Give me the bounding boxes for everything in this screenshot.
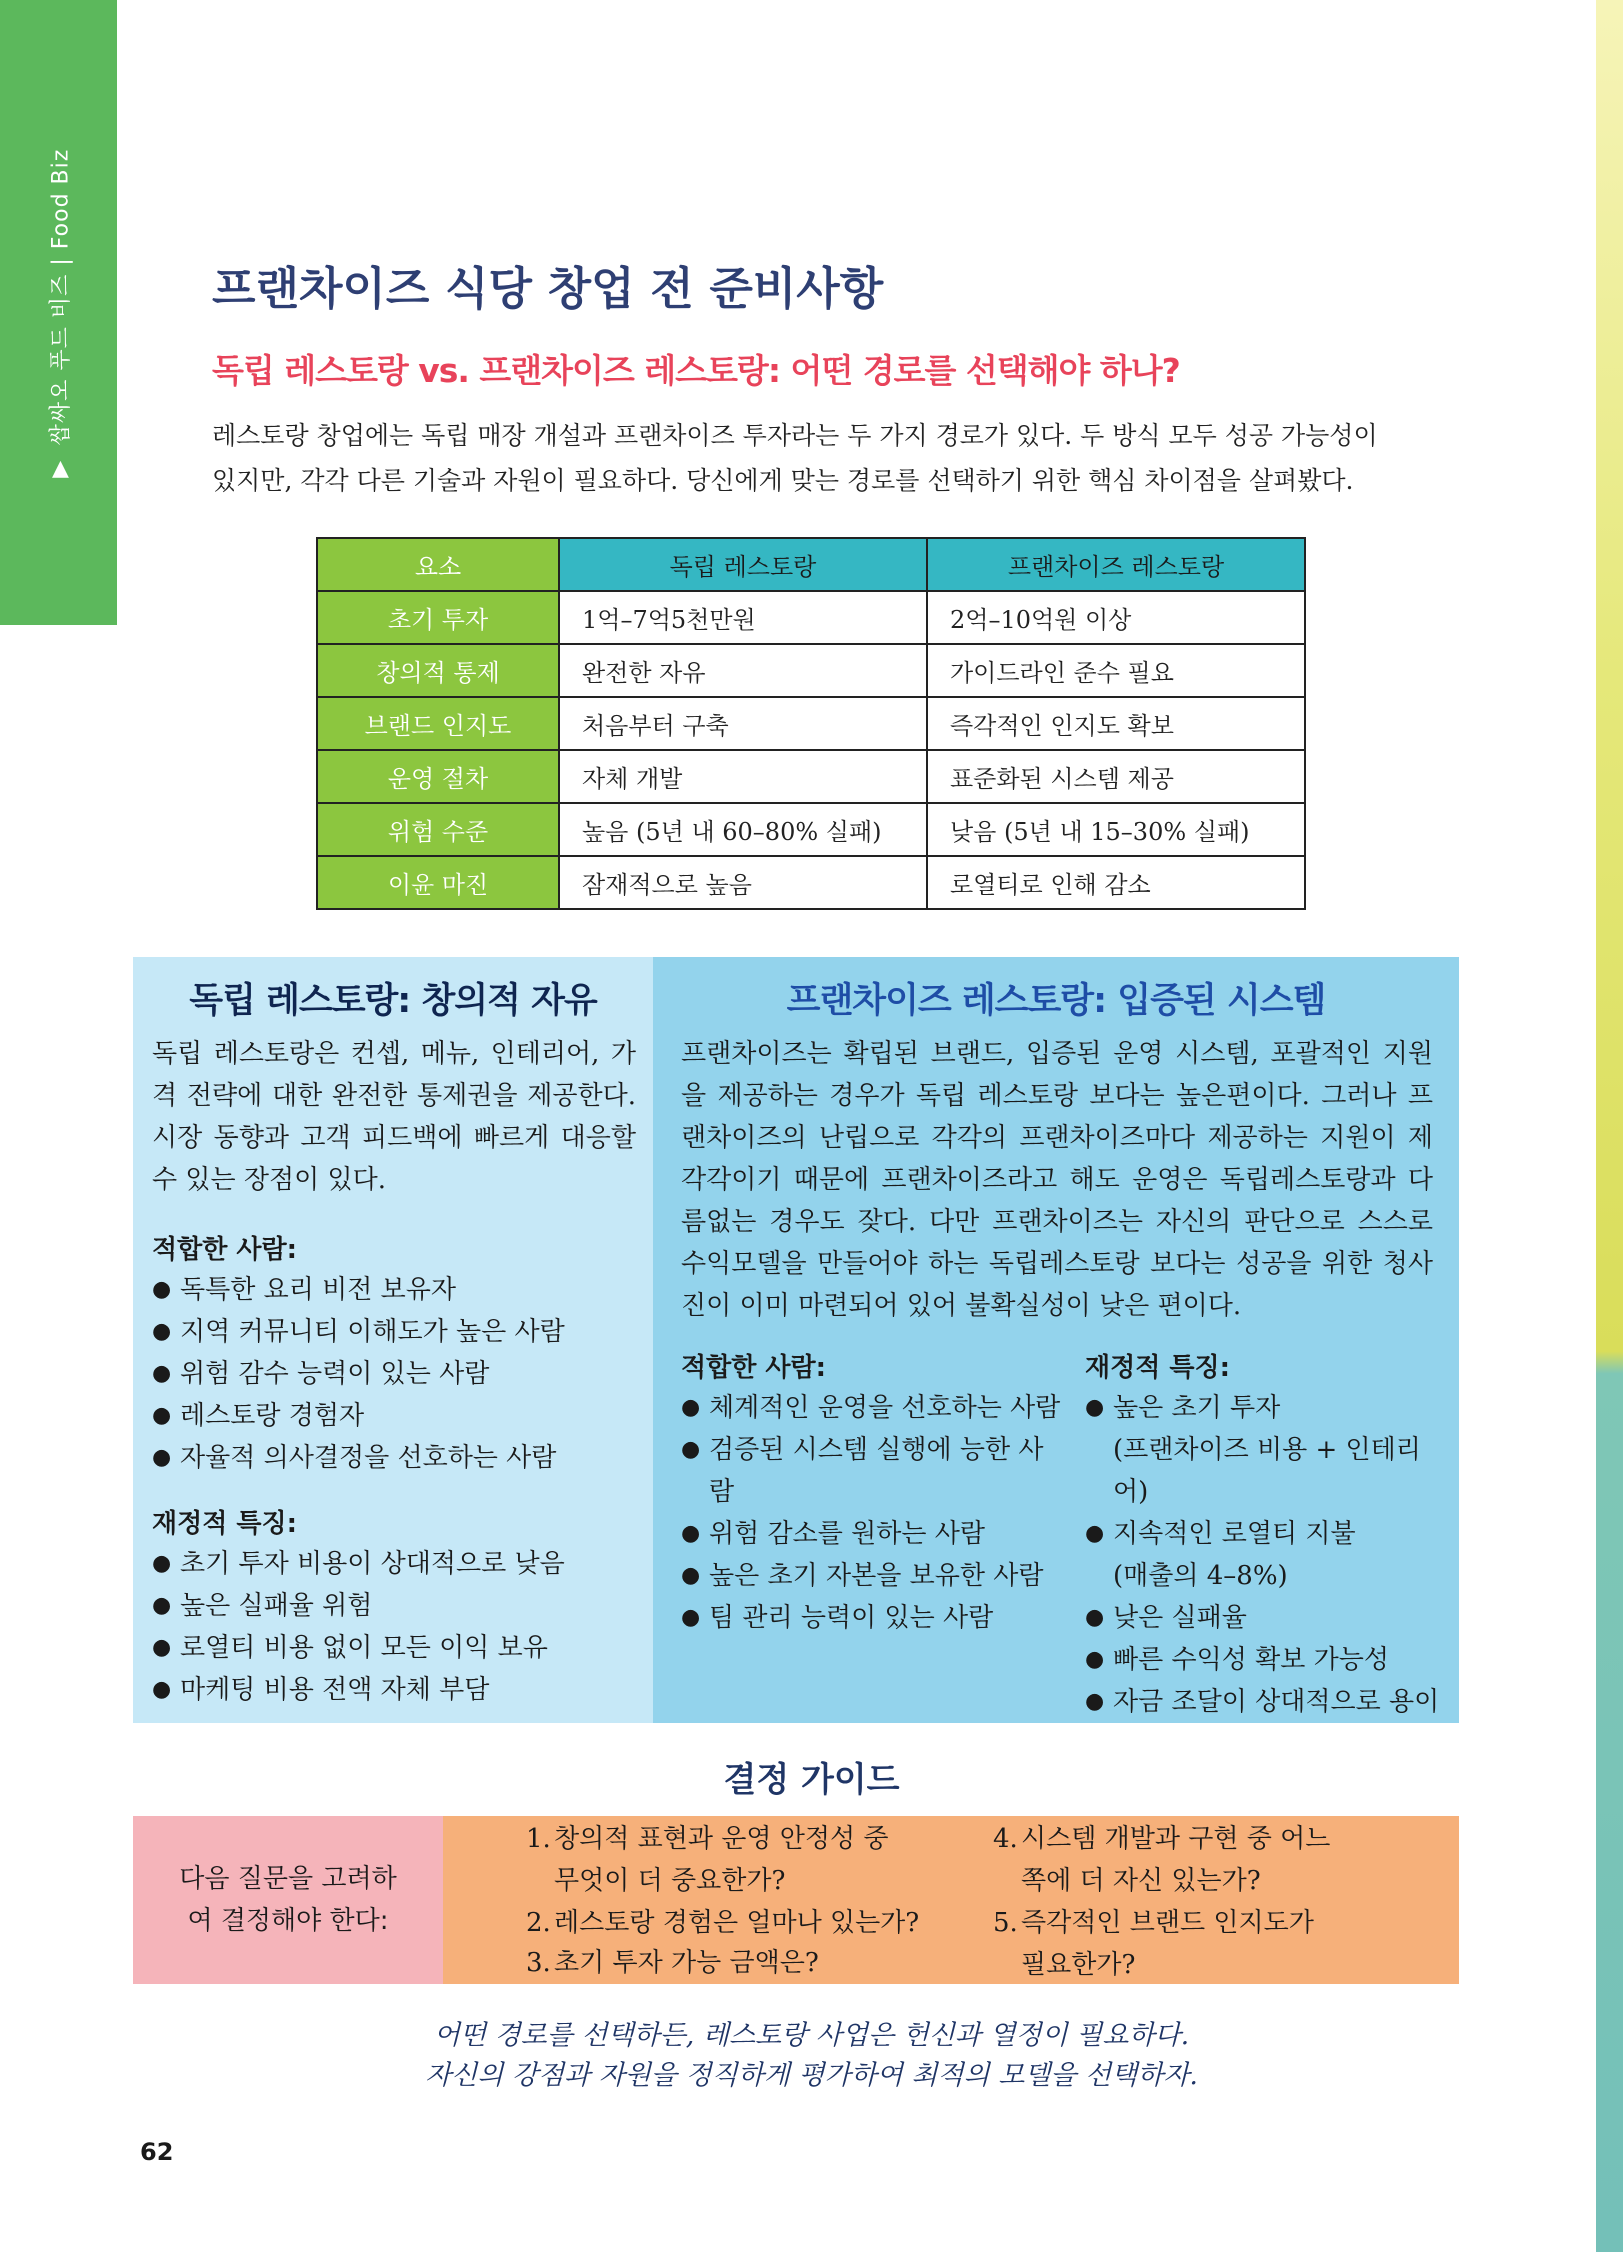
independent-financial-heading: 재정적 특징:: [152, 1509, 298, 1539]
list-item: ● 자금 조달이 상대적으로 용이: [1085, 1681, 1445, 1723]
list-item: ● 초기 투자 비용이 상대적으로 낮음: [152, 1543, 642, 1585]
question-number: 5.: [993, 1908, 1018, 1938]
list-item: ● 낮은 실패율: [1085, 1597, 1445, 1639]
item-sub: (프랜차이즈 비용 + 인테리어): [1113, 1435, 1421, 1507]
decision-guide-label: [133, 1816, 443, 1984]
franchise-panel: [653, 957, 1459, 1723]
list-item: ● 검증된 시스템 실행에 능한 사람: [681, 1429, 1061, 1513]
row-label: 초기 투자: [317, 591, 559, 644]
decision-guide-label-text: 다음 질문을 고려하여 결정해야 한다:: [179, 1864, 397, 1936]
table-row: [317, 697, 1305, 750]
list-item: ● 레스토랑 경험자: [152, 1395, 642, 1437]
cell-franchise: 가이드라인 준수 필요: [927, 644, 1305, 697]
list-item: ● 높은 초기 자본을 보유한 사람: [681, 1555, 1061, 1597]
franchise-financial-heading: 재정적 특징:: [1085, 1353, 1231, 1383]
list-item: ● 자율적 의사결정을 선호하는 사람: [152, 1437, 642, 1479]
sidebar-label-text: 쌉싸오 푸드 비즈 | Food Biz: [48, 148, 74, 446]
header-factor: 요소: [317, 538, 559, 591]
guide-question: [526, 1902, 919, 1944]
independent-suitable-heading: 적합한 사람:: [152, 1235, 298, 1265]
closing-line: 자신의 강점과 자원을 정직하게 평가하여 최적의 모델을 선택하자.: [425, 2060, 1198, 2091]
question-number: 4.: [993, 1824, 1018, 1854]
independent-panel-title: 독립 레스토랑: 창의적 자유: [189, 981, 597, 1021]
question-text-cont: 무엇이 더 중요한가?: [554, 1866, 786, 1896]
cell-franchise: 로열티로 인해 감소: [927, 856, 1305, 909]
intro-line: 있지만, 각각 다른 기술과 자원이 필요하다. 당신에게 맞는 경로를 선택하기 위한 핵심 차이점을 살펴봤다.: [212, 466, 1354, 495]
list-item: ● 팀 관리 능력이 있는 사람: [681, 1597, 1061, 1639]
cell-franchise: 2억–10억원 이상: [927, 591, 1305, 644]
decision-guide-box: [133, 1816, 1459, 1984]
row-label: 위험 수준: [317, 803, 559, 856]
page-edge-strip: [1596, 0, 1623, 2252]
mountain-icon: ▲: [52, 455, 70, 481]
list-item: ● 높은 실패율 위험: [152, 1585, 642, 1627]
table-row: [317, 856, 1305, 909]
table-row: [317, 591, 1305, 644]
cell-independent: 1억–7억5천만원: [559, 591, 927, 644]
independent-panel: [133, 957, 653, 1723]
table-row: [317, 644, 1305, 697]
header-independent: 독립 레스토랑: [559, 538, 927, 591]
question-number: 3.: [526, 1948, 551, 1978]
guide-question: [526, 1818, 888, 1902]
franchise-suitable-list: [681, 1387, 1061, 1639]
cell-franchise: 즉각적인 인지도 확보: [927, 697, 1305, 750]
row-label: 이윤 마진: [317, 856, 559, 909]
closing-note: [0, 2016, 1623, 2096]
list-item: ● 지역 커뮤니티 이해도가 높은 사람: [152, 1311, 642, 1353]
header-franchise: 프랜차이즈 레스토랑: [927, 538, 1305, 591]
item-main: 높은 초기 투자: [1113, 1393, 1281, 1423]
list-item: [1085, 1513, 1445, 1597]
franchise-panel-title: 프랜차이즈 레스토랑: 입증된 시스템: [786, 981, 1326, 1021]
franchise-suitable-heading: 적합한 사람:: [681, 1353, 827, 1383]
list-item: ● 위험 감수 능력이 있는 사람: [152, 1353, 642, 1395]
guide-question: [993, 1818, 1330, 1902]
page-subtitle: 독립 레스토랑 vs. 프랜차이즈 레스토랑: 어떤 경로를 선택해야 하나?: [212, 351, 1180, 390]
question-text-cont: 필요한가?: [1021, 1950, 1136, 1980]
decision-guide-title: 결정 가이드: [723, 1760, 900, 1800]
intro-paragraph: [212, 413, 1392, 503]
franchise-body: 프랜차이즈는 확립된 브랜드, 입증된 운영 시스템, 포괄적인 지원을 제공하는 경우가 독립 레스토랑 보다는 높은편이다. 그러나 프랜차이즈의 난립으로 각각의 프랜차이즈마다 제공하는 지원이 제각각이기 때문에 프랜차이즈라고 해도 운영은 독립레스토랑과 다름없는 경우도 잦다. 다만 프랜차이즈는 자신의 판단으로 스스로 수익모델을 만들어야 하는 독립레스토랑 보다는 성공을 위한 청사진이 이미 마련되어 있어 불확실성이 낮은 편이다.: [681, 1039, 1433, 1321]
row-label: 운영 절차: [317, 750, 559, 803]
list-item: ● 빠른 수익성 확보 가능성: [1085, 1639, 1445, 1681]
cell-independent: 높음 (5년 내 60–80% 실패): [559, 803, 927, 856]
question-number: 2.: [526, 1908, 551, 1938]
list-item: ● 독특한 요리 비전 보유자: [152, 1269, 642, 1311]
question-text-cont: 쪽에 더 자신 있는가?: [1021, 1866, 1261, 1896]
list-item: [1085, 1387, 1445, 1513]
independent-suitable-list: [152, 1269, 642, 1479]
question-text: 창의적 표현과 운영 안정성 중: [554, 1824, 889, 1854]
row-label: 브랜드 인지도: [317, 697, 559, 750]
franchise-financial-list: [1085, 1387, 1445, 1723]
table-header-row: [317, 538, 1305, 591]
guide-question: [526, 1942, 819, 1984]
question-text: 레스토랑 경험은 얼마나 있는가?: [554, 1908, 920, 1938]
question-text: 즉각적인 브랜드 인지도가: [1021, 1908, 1314, 1938]
cell-independent: 잠재적으로 높음: [559, 856, 927, 909]
section-sidebar-tab: [0, 0, 117, 625]
cell-independent: 자체 개발: [559, 750, 927, 803]
independent-financial-list: [152, 1543, 642, 1711]
page-title: 프랜차이즈 식당 창업 전 준비사항: [212, 262, 884, 315]
sidebar-label: [44, 148, 75, 481]
question-text: 시스템 개발과 구현 중 어느: [1021, 1824, 1331, 1854]
comparison-table: [316, 537, 1306, 910]
intro-line: 레스토랑 창업에는 독립 매장 개설과 프랜차이즈 투자라는 두 가지 경로가 있다. 두 방식 모두 성공 가능성이: [212, 421, 1378, 450]
list-item: ● 마케팅 비용 전액 자체 부담: [152, 1669, 642, 1711]
cell-franchise: 낮음 (5년 내 15–30% 실패): [927, 803, 1305, 856]
row-label: 창의적 통제: [317, 644, 559, 697]
cell-independent: 처음부터 구축: [559, 697, 927, 750]
independent-body: 독립 레스토랑은 컨셉, 메뉴, 인테리어, 가격 전략에 대한 완전한 통제권을 제공한다. 시장 동향과 고객 피드백에 빠르게 대응할 수 있는 장점이 있다.: [152, 1039, 636, 1195]
closing-line: 어떤 경로를 선택하든, 레스토랑 사업은 헌신과 열정이 필요하다.: [433, 2020, 1190, 2051]
page-number: 62: [140, 2138, 174, 2166]
question-number: 1.: [526, 1824, 551, 1854]
list-item: ● 체계적인 운영을 선호하는 사람: [681, 1387, 1061, 1429]
cell-independent: 완전한 자유: [559, 644, 927, 697]
item-sub: (매출의 4–8%): [1113, 1561, 1288, 1591]
list-item: ● 로열티 비용 없이 모든 이익 보유: [152, 1627, 642, 1669]
item-main: 지속적인 로열티 지불: [1113, 1519, 1356, 1549]
table-row: [317, 750, 1305, 803]
question-text: 초기 투자 가능 금액은?: [554, 1948, 819, 1978]
table-row: [317, 803, 1305, 856]
guide-question: [993, 1902, 1314, 1986]
cell-franchise: 표준화된 시스템 제공: [927, 750, 1305, 803]
list-item: ● 위험 감소를 원하는 사람: [681, 1513, 1061, 1555]
